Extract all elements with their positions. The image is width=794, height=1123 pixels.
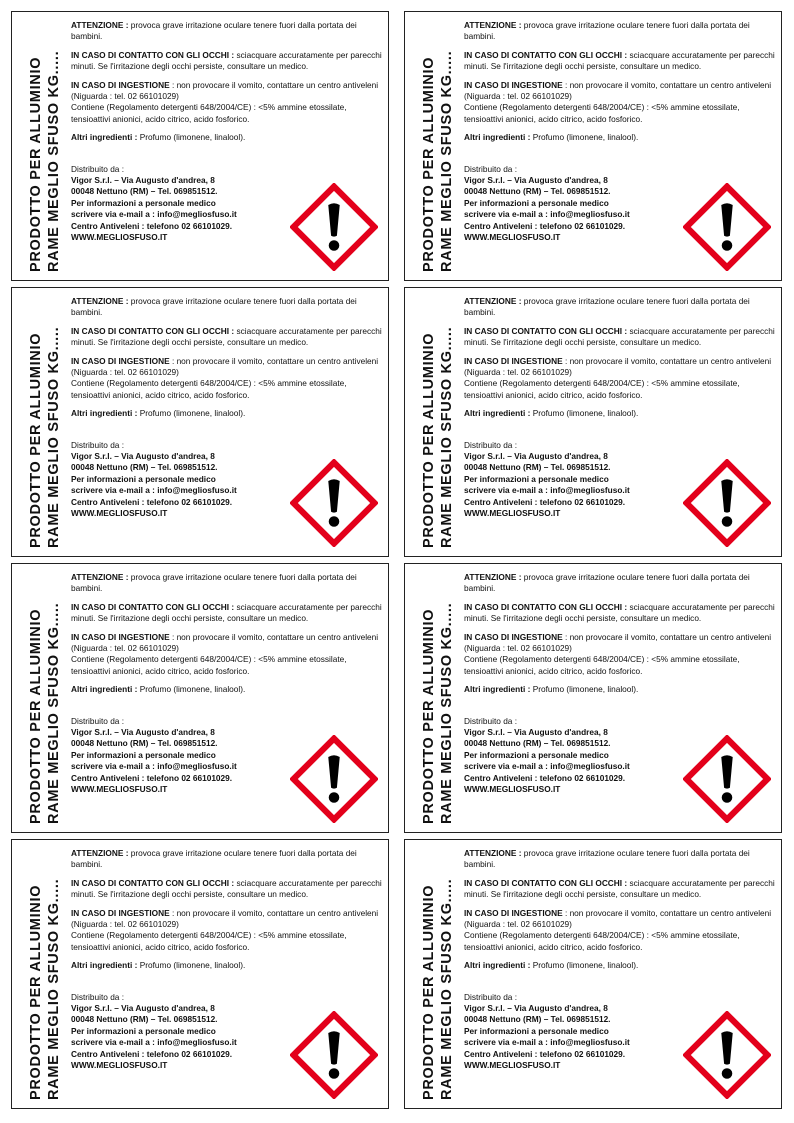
ghs07-exclamation-mark-icon [683, 1011, 771, 1099]
ghs07-exclamation-mark-icon [683, 735, 771, 823]
contains-paragraph: Contiene (Regolamento detergenti 648/2004/CE) : <5% ammine etossilate, tensioattivi anionici, acido citrico, acido fosforico. [71, 654, 347, 676]
warning-label: ATTENZIONE : [71, 20, 129, 30]
poison-center: Centro Antiveleni : telefono 02 66101029. [464, 496, 626, 507]
company-address: Vigor S.r.l. – Via Augusto d'andrea, 8 [464, 1003, 608, 1014]
product-title [20, 568, 70, 830]
contains-paragraph: Contiene (Regolamento detergenti 648/2004/CE) : <5% ammine etossilate, tensioattivi anionici, acido citrico, acido fosforico. [71, 930, 347, 952]
ghs07-exclamation-mark-icon [290, 735, 378, 823]
eyes-paragraph [71, 878, 385, 901]
company-city-phone: 00048 Nettuno (RM) – Tel. 069851512. [71, 1014, 218, 1025]
eyes-text: sciacquare accuratamente per parecchi minuti. Se l'irritazione degli occhi persiste, consultare un medico. [71, 877, 382, 900]
ingestion-text: : non provocare il vomito, contattare un centro antiveleni (Niguarda : tel. 02 66101029) [464, 631, 772, 654]
poison-center: Centro Antiveleni : telefono 02 66101029. [71, 496, 233, 507]
other-ingredients-paragraph [71, 408, 385, 419]
company-city-phone: 00048 Nettuno (RM) – Tel. 069851512. [71, 186, 218, 197]
eyes-text: sciacquare accuratamente per parecchi minuti. Se l'irritazione degli occhi persiste, consultare un medico. [464, 49, 775, 72]
website: WWW.MEGLIOSFUSO.IT [464, 784, 561, 795]
product-title [20, 844, 70, 1106]
ghs07-exclamation-mark-icon [290, 1011, 378, 1099]
other-ingredients-label: Altri ingredienti : [464, 960, 531, 971]
medical-info-line1: Per informazioni a personale medico [71, 1025, 216, 1036]
ingestion-paragraph [71, 356, 385, 379]
warning-label: ATTENZIONE : [464, 296, 522, 306]
ingestion-text: : non provocare il vomito, contattare un centro antiveleni (Niguarda : tel. 02 66101029) [464, 79, 772, 102]
website: WWW.MEGLIOSFUSO.IT [464, 232, 561, 243]
other-ingredients-label: Altri ingredienti : [71, 960, 138, 971]
medical-info-line1: Per informazioni a personale medico [464, 473, 609, 484]
distributed-by: Distribuito da : [464, 715, 518, 726]
product-label [11, 287, 389, 557]
eyes-label: IN CASO DI CONTATTO CON GLI OCCHI : [71, 877, 235, 888]
distributed-by: Distribuito da : [71, 163, 125, 174]
contains-paragraph: Contiene (Regolamento detergenti 648/2004/CE) : <5% ammine etossilate, tensioattivi anionici, acido citrico, acido fosforico. [464, 378, 740, 400]
other-ingredients-paragraph [464, 684, 778, 695]
website: WWW.MEGLIOSFUSO.IT [464, 1060, 561, 1071]
warning-paragraph [464, 848, 778, 871]
distributed-by: Distribuito da : [464, 439, 518, 450]
ingestion-paragraph [464, 632, 778, 655]
medical-info-email: scrivere via e-mail a : info@megliosfuso.it [464, 761, 630, 772]
ghs07-exclamation-mark-icon [683, 183, 771, 271]
product-label [404, 839, 782, 1109]
distributed-by: Distribuito da : [71, 439, 125, 450]
product-title [413, 16, 463, 278]
product-title-line2: RAME MEGLIO SFUSO KG..... [46, 602, 62, 824]
eyes-label: IN CASO DI CONTATTO CON GLI OCCHI : [464, 601, 628, 612]
company-city-phone: 00048 Nettuno (RM) – Tel. 069851512. [464, 186, 611, 197]
ingestion-label: IN CASO DI INGESTIONE [464, 907, 563, 918]
other-ingredients-text: Profumo (limonene, linalool). [137, 408, 246, 419]
eyes-label: IN CASO DI CONTATTO CON GLI OCCHI : [71, 49, 235, 60]
distributed-by: Distribuito da : [464, 991, 518, 1002]
product-label [404, 287, 782, 557]
website: WWW.MEGLIOSFUSO.IT [71, 784, 168, 795]
medical-info-email: scrivere via e-mail a : info@megliosfuso.it [464, 209, 630, 220]
eyes-label: IN CASO DI CONTATTO CON GLI OCCHI : [464, 49, 628, 60]
warning-label: ATTENZIONE : [464, 572, 522, 582]
eyes-paragraph [464, 326, 778, 349]
other-ingredients-paragraph [464, 408, 778, 419]
warning-text: provoca grave irritazione oculare tenere fuori dalla portata dei bambini. [464, 20, 750, 42]
website: WWW.MEGLIOSFUSO.IT [71, 508, 168, 519]
product-label [11, 839, 389, 1109]
medical-info-email: scrivere via e-mail a : info@megliosfuso.it [71, 485, 237, 496]
ingestion-text: : non provocare il vomito, contattare un centro antiveleni (Niguarda : tel. 02 66101029) [464, 355, 772, 378]
company-city-phone: 00048 Nettuno (RM) – Tel. 069851512. [464, 462, 611, 473]
ingestion-paragraph [71, 80, 385, 103]
other-ingredients-label: Altri ingredienti : [464, 132, 531, 143]
eyes-text: sciacquare accuratamente per parecchi minuti. Se l'irritazione degli occhi persiste, consultare un medico. [71, 325, 382, 348]
eyes-paragraph [71, 50, 385, 73]
company-address: Vigor S.r.l. – Via Augusto d'andrea, 8 [71, 727, 215, 738]
product-title-line2: RAME MEGLIO SFUSO KG..... [46, 326, 62, 548]
eyes-label: IN CASO DI CONTATTO CON GLI OCCHI : [464, 877, 628, 888]
website: WWW.MEGLIOSFUSO.IT [71, 232, 168, 243]
product-title-line1: PRODOTTO PER ALLUMINIO [421, 608, 437, 824]
ingestion-label: IN CASO DI INGESTIONE [71, 79, 170, 90]
warning-text: provoca grave irritazione oculare tenere fuori dalla portata dei bambini. [71, 296, 357, 318]
poison-center: Centro Antiveleni : telefono 02 66101029. [464, 220, 626, 231]
other-ingredients-paragraph [464, 960, 778, 971]
eyes-paragraph [71, 602, 385, 625]
other-ingredients-label: Altri ingredienti : [71, 684, 138, 695]
product-title-line1: PRODOTTO PER ALLUMINIO [28, 884, 44, 1100]
poison-center: Centro Antiveleni : telefono 02 66101029. [71, 220, 233, 231]
website: WWW.MEGLIOSFUSO.IT [71, 1060, 168, 1071]
other-ingredients-label: Altri ingredienti : [71, 132, 138, 143]
product-label [404, 11, 782, 281]
company-address: Vigor S.r.l. – Via Augusto d'andrea, 8 [464, 451, 608, 462]
distributed-by: Distribuito da : [71, 715, 125, 726]
company-city-phone: 00048 Nettuno (RM) – Tel. 069851512. [71, 462, 218, 473]
medical-info-line1: Per informazioni a personale medico [464, 749, 609, 760]
other-ingredients-text: Profumo (limonene, linalool). [530, 132, 639, 143]
warning-paragraph [464, 296, 778, 319]
product-label [404, 563, 782, 833]
ghs07-exclamation-mark-icon [290, 183, 378, 271]
eyes-paragraph [464, 50, 778, 73]
product-label [11, 11, 389, 281]
poison-center: Centro Antiveleni : telefono 02 66101029. [71, 772, 233, 783]
ingestion-label: IN CASO DI INGESTIONE [464, 79, 563, 90]
eyes-paragraph [464, 602, 778, 625]
product-title-line1: PRODOTTO PER ALLUMINIO [421, 56, 437, 272]
other-ingredients-text: Profumo (limonene, linalool). [137, 684, 246, 695]
warning-paragraph [71, 572, 385, 595]
ingestion-label: IN CASO DI INGESTIONE [464, 631, 563, 642]
company-address: Vigor S.r.l. – Via Augusto d'andrea, 8 [71, 1003, 215, 1014]
warning-label: ATTENZIONE : [71, 848, 129, 858]
medical-info-email: scrivere via e-mail a : info@megliosfuso.it [464, 1037, 630, 1048]
company-city-phone: 00048 Nettuno (RM) – Tel. 069851512. [464, 738, 611, 749]
warning-paragraph [464, 20, 778, 43]
product-title-line1: PRODOTTO PER ALLUMINIO [421, 884, 437, 1100]
contains-paragraph: Contiene (Regolamento detergenti 648/2004/CE) : <5% ammine etossilate, tensioattivi anionici, acido citrico, acido fosforico. [71, 378, 347, 400]
poison-center: Centro Antiveleni : telefono 02 66101029. [464, 1048, 626, 1059]
ghs07-exclamation-mark-icon [683, 459, 771, 547]
ingestion-label: IN CASO DI INGESTIONE [71, 631, 170, 642]
ingestion-text: : non provocare il vomito, contattare un centro antiveleni (Niguarda : tel. 02 66101029) [71, 355, 379, 378]
other-ingredients-text: Profumo (limonene, linalool). [530, 684, 639, 695]
product-title-line2: RAME MEGLIO SFUSO KG..... [46, 878, 62, 1100]
other-ingredients-paragraph [464, 132, 778, 143]
ingestion-text: : non provocare il vomito, contattare un centro antiveleni (Niguarda : tel. 02 66101029) [464, 907, 772, 930]
ingestion-label: IN CASO DI INGESTIONE [71, 355, 170, 366]
product-label [11, 563, 389, 833]
company-city-phone: 00048 Nettuno (RM) – Tel. 069851512. [464, 1014, 611, 1025]
other-ingredients-paragraph [71, 684, 385, 695]
ingestion-paragraph [71, 632, 385, 655]
distributed-by: Distribuito da : [71, 991, 125, 1002]
eyes-label: IN CASO DI CONTATTO CON GLI OCCHI : [464, 325, 628, 336]
website: WWW.MEGLIOSFUSO.IT [464, 508, 561, 519]
eyes-text: sciacquare accuratamente per parecchi minuti. Se l'irritazione degli occhi persiste, consultare un medico. [464, 325, 775, 348]
warning-text: provoca grave irritazione oculare tenere fuori dalla portata dei bambini. [71, 20, 357, 42]
other-ingredients-label: Altri ingredienti : [71, 408, 138, 419]
contains-paragraph: Contiene (Regolamento detergenti 648/2004/CE) : <5% ammine etossilate, tensioattivi anionici, acido citrico, acido fosforico. [464, 102, 740, 124]
product-title-line1: PRODOTTO PER ALLUMINIO [421, 332, 437, 548]
company-address: Vigor S.r.l. – Via Augusto d'andrea, 8 [71, 451, 215, 462]
company-address: Vigor S.r.l. – Via Augusto d'andrea, 8 [464, 727, 608, 738]
product-title-line1: PRODOTTO PER ALLUMINIO [28, 332, 44, 548]
poison-center: Centro Antiveleni : telefono 02 66101029. [71, 1048, 233, 1059]
medical-info-line1: Per informazioni a personale medico [464, 197, 609, 208]
distributed-by: Distribuito da : [464, 163, 518, 174]
product-title-line2: RAME MEGLIO SFUSO KG..... [439, 602, 455, 824]
ingestion-label: IN CASO DI INGESTIONE [464, 355, 563, 366]
warning-label: ATTENZIONE : [71, 296, 129, 306]
other-ingredients-text: Profumo (limonene, linalool). [530, 960, 639, 971]
product-title-line2: RAME MEGLIO SFUSO KG..... [439, 326, 455, 548]
product-title [413, 292, 463, 554]
product-title-line2: RAME MEGLIO SFUSO KG..... [46, 50, 62, 272]
medical-info-line1: Per informazioni a personale medico [464, 1025, 609, 1036]
product-title-line1: PRODOTTO PER ALLUMINIO [28, 56, 44, 272]
warning-text: provoca grave irritazione oculare tenere fuori dalla portata dei bambini. [71, 848, 357, 870]
eyes-paragraph [71, 326, 385, 349]
other-ingredients-paragraph [71, 132, 385, 143]
ghs07-exclamation-mark-icon [290, 459, 378, 547]
product-title-line2: RAME MEGLIO SFUSO KG..... [439, 878, 455, 1100]
other-ingredients-text: Profumo (limonene, linalool). [137, 960, 246, 971]
eyes-text: sciacquare accuratamente per parecchi minuti. Se l'irritazione degli occhi persiste, consultare un medico. [71, 601, 382, 624]
warning-paragraph [71, 20, 385, 43]
ingestion-text: : non provocare il vomito, contattare un centro antiveleni (Niguarda : tel. 02 66101029) [71, 907, 379, 930]
eyes-text: sciacquare accuratamente per parecchi minuti. Se l'irritazione degli occhi persiste, consultare un medico. [464, 877, 775, 900]
warning-paragraph [71, 296, 385, 319]
eyes-text: sciacquare accuratamente per parecchi minuti. Se l'irritazione degli occhi persiste, consultare un medico. [71, 49, 382, 72]
ingestion-paragraph [464, 80, 778, 103]
ingestion-paragraph [464, 356, 778, 379]
warning-text: provoca grave irritazione oculare tenere fuori dalla portata dei bambini. [464, 572, 750, 594]
company-address: Vigor S.r.l. – Via Augusto d'andrea, 8 [464, 175, 608, 186]
medical-info-email: scrivere via e-mail a : info@megliosfuso.it [464, 485, 630, 496]
medical-info-email: scrivere via e-mail a : info@megliosfuso.it [71, 761, 237, 772]
warning-paragraph [71, 848, 385, 871]
product-title [20, 292, 70, 554]
medical-info-email: scrivere via e-mail a : info@megliosfuso.it [71, 209, 237, 220]
contains-paragraph: Contiene (Regolamento detergenti 648/2004/CE) : <5% ammine etossilate, tensioattivi anionici, acido citrico, acido fosforico. [71, 102, 347, 124]
warning-text: provoca grave irritazione oculare tenere fuori dalla portata dei bambini. [464, 296, 750, 318]
product-title-line1: PRODOTTO PER ALLUMINIO [28, 608, 44, 824]
company-city-phone: 00048 Nettuno (RM) – Tel. 069851512. [71, 738, 218, 749]
medical-info-line1: Per informazioni a personale medico [71, 473, 216, 484]
product-title [413, 844, 463, 1106]
warning-paragraph [464, 572, 778, 595]
other-ingredients-label: Altri ingredienti : [464, 408, 531, 419]
product-title [20, 16, 70, 278]
product-title [413, 568, 463, 830]
poison-center: Centro Antiveleni : telefono 02 66101029. [464, 772, 626, 783]
ingestion-text: : non provocare il vomito, contattare un centro antiveleni (Niguarda : tel. 02 66101029) [71, 631, 379, 654]
warning-text: provoca grave irritazione oculare tenere fuori dalla portata dei bambini. [464, 848, 750, 870]
warning-label: ATTENZIONE : [71, 572, 129, 582]
medical-info-email: scrivere via e-mail a : info@megliosfuso.it [71, 1037, 237, 1048]
ingestion-text: : non provocare il vomito, contattare un centro antiveleni (Niguarda : tel. 02 66101029) [71, 79, 379, 102]
other-ingredients-text: Profumo (limonene, linalool). [137, 132, 246, 143]
medical-info-line1: Per informazioni a personale medico [71, 749, 216, 760]
company-address: Vigor S.r.l. – Via Augusto d'andrea, 8 [71, 175, 215, 186]
medical-info-line1: Per informazioni a personale medico [71, 197, 216, 208]
warning-label: ATTENZIONE : [464, 20, 522, 30]
contains-paragraph: Contiene (Regolamento detergenti 648/2004/CE) : <5% ammine etossilate, tensioattivi anionici, acido citrico, acido fosforico. [464, 654, 740, 676]
ingestion-paragraph [71, 908, 385, 931]
eyes-label: IN CASO DI CONTATTO CON GLI OCCHI : [71, 601, 235, 612]
contains-paragraph: Contiene (Regolamento detergenti 648/2004/CE) : <5% ammine etossilate, tensioattivi anionici, acido citrico, acido fosforico. [464, 930, 740, 952]
warning-text: provoca grave irritazione oculare tenere fuori dalla portata dei bambini. [71, 572, 357, 594]
other-ingredients-label: Altri ingredienti : [464, 684, 531, 695]
ingestion-paragraph [464, 908, 778, 931]
other-ingredients-paragraph [71, 960, 385, 971]
eyes-label: IN CASO DI CONTATTO CON GLI OCCHI : [71, 325, 235, 336]
eyes-paragraph [464, 878, 778, 901]
eyes-text: sciacquare accuratamente per parecchi minuti. Se l'irritazione degli occhi persiste, consultare un medico. [464, 601, 775, 624]
product-title-line2: RAME MEGLIO SFUSO KG..... [439, 50, 455, 272]
warning-label: ATTENZIONE : [464, 848, 522, 858]
other-ingredients-text: Profumo (limonene, linalool). [530, 408, 639, 419]
ingestion-label: IN CASO DI INGESTIONE [71, 907, 170, 918]
